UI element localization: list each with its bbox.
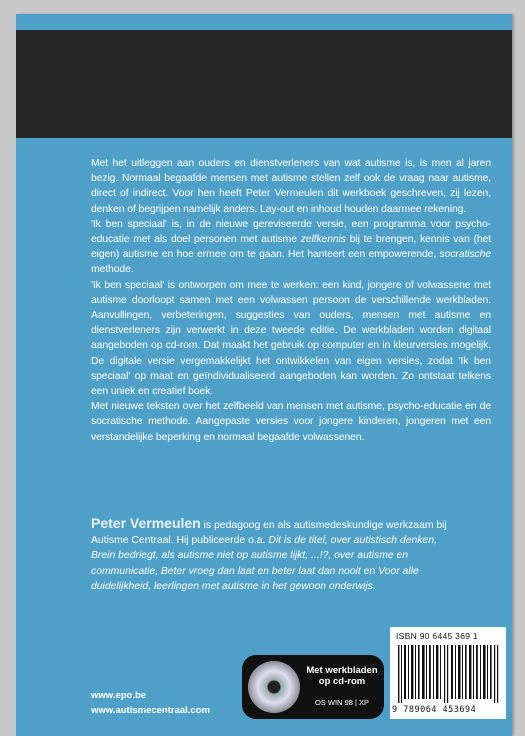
cd-label-line-1: Met werkbladen [306, 665, 378, 676]
url-autismecentraal[interactable]: www.autismecentraal.com [91, 705, 210, 716]
blurb-text [91, 156, 491, 445]
blurb-paragraph-1: Met het uitleggen aan ouders en dienstverleners van wat autisme is, is men al jaren bezig. Normaal begaafde mensen met autisme stellen zelf ook de vraag naar autisme, direct of indirect. Voor hen heeft Peter Vermeulen dit werkboek geschreven, zij lezen, denken of begrijpen namelijk anders. Lay-out en inhoud houden daarmee rekening. [91, 158, 491, 215]
blurb-paragraph-2 [91, 217, 491, 278]
author-bio-part-2: en [360, 565, 379, 577]
blurb-paragraph-3: 'Ik ben speciaal' is ontworpen om mee te werken: een kind, jongere of volwassene met autisme doorloopt samen met een volwassen persoon de verschillende werkbladen. Aanvullingen, verbeteringen, suggesties van ouders, mensen met autisme en dienstverleners zijn verwerkt in deze tweede editie. De werkbladen worden digitaal aangeboden op cd-rom. Dat maakt het gebruik op computer en in kleurversies mogelijk. De digitale versie vergemakkelijkt het ontwikkelen van eigen versies, zodat 'Ik ben speciaal' op maat en geïndividualiseerd aangeboden kan worden. Zo ontstaat telkens een uniek en creatief boek. [91, 279, 491, 398]
author-titles-2: Voor alle duidelijkheid, leerlingen met autisme in het gewoon onderwijs [91, 565, 419, 592]
p2-part-e: methode. [91, 264, 134, 276]
barcode-icon [396, 645, 500, 703]
author-bio-part-3: . [372, 580, 376, 592]
cd-label [304, 665, 380, 687]
cd-os-label: OS WIN 98 | XP [314, 698, 370, 707]
cd-disc-icon [248, 661, 300, 713]
author-bio-part-1: is pedagoog en als autismedeskundige werkzaam bij Autisme Centraal. Hij publiceerde o.a. [91, 520, 447, 547]
p2-part-c: bij te brengen, kennis van (het eigen) autisme en hoe ermee om te gaan. Het hanteert een empowerende, [91, 234, 491, 261]
url-epo[interactable]: www.epo.be [91, 690, 147, 701]
blurb-paragraph-4: Met nieuwe teksten over het zelfbeeld van mensen met autisme, psycho-educatie en de socratische methode. Aangepaste versies voor jongere kinderen, jongeren met een verstandelijke beperking en normaal begaafde volwassenen. [91, 401, 491, 443]
author-titles-1: Dit is de titel, over autistisch denken, Brein bedriegt, als autisme niet op autisme lijkt, ...!?, over autisme en communicatie, Beter vroeg dan laat en beter laat dan nooit [91, 535, 437, 577]
author-bio [91, 516, 451, 594]
isbn-label: ISBN 90 6445 369 1 [396, 631, 478, 641]
cd-rom-badge [242, 655, 384, 719]
barcode-digits: 9 789064 453694 [392, 705, 477, 715]
p2-italic-zelfkennis: zelfkennis [300, 234, 346, 246]
cd-label-line-2: op cd-rom [318, 676, 366, 687]
p2-part-a: 'Ik ben speciaal' is, in de nieuwe gereviseerde versie, een programma voor psycho-educatie met als doel personen met autisme [91, 218, 491, 246]
p2-italic-socratische: socratische [439, 249, 491, 261]
isbn-barcode-box [390, 627, 506, 719]
top-dark-band [16, 30, 512, 138]
author-name: Peter Vermeulen [91, 515, 201, 531]
